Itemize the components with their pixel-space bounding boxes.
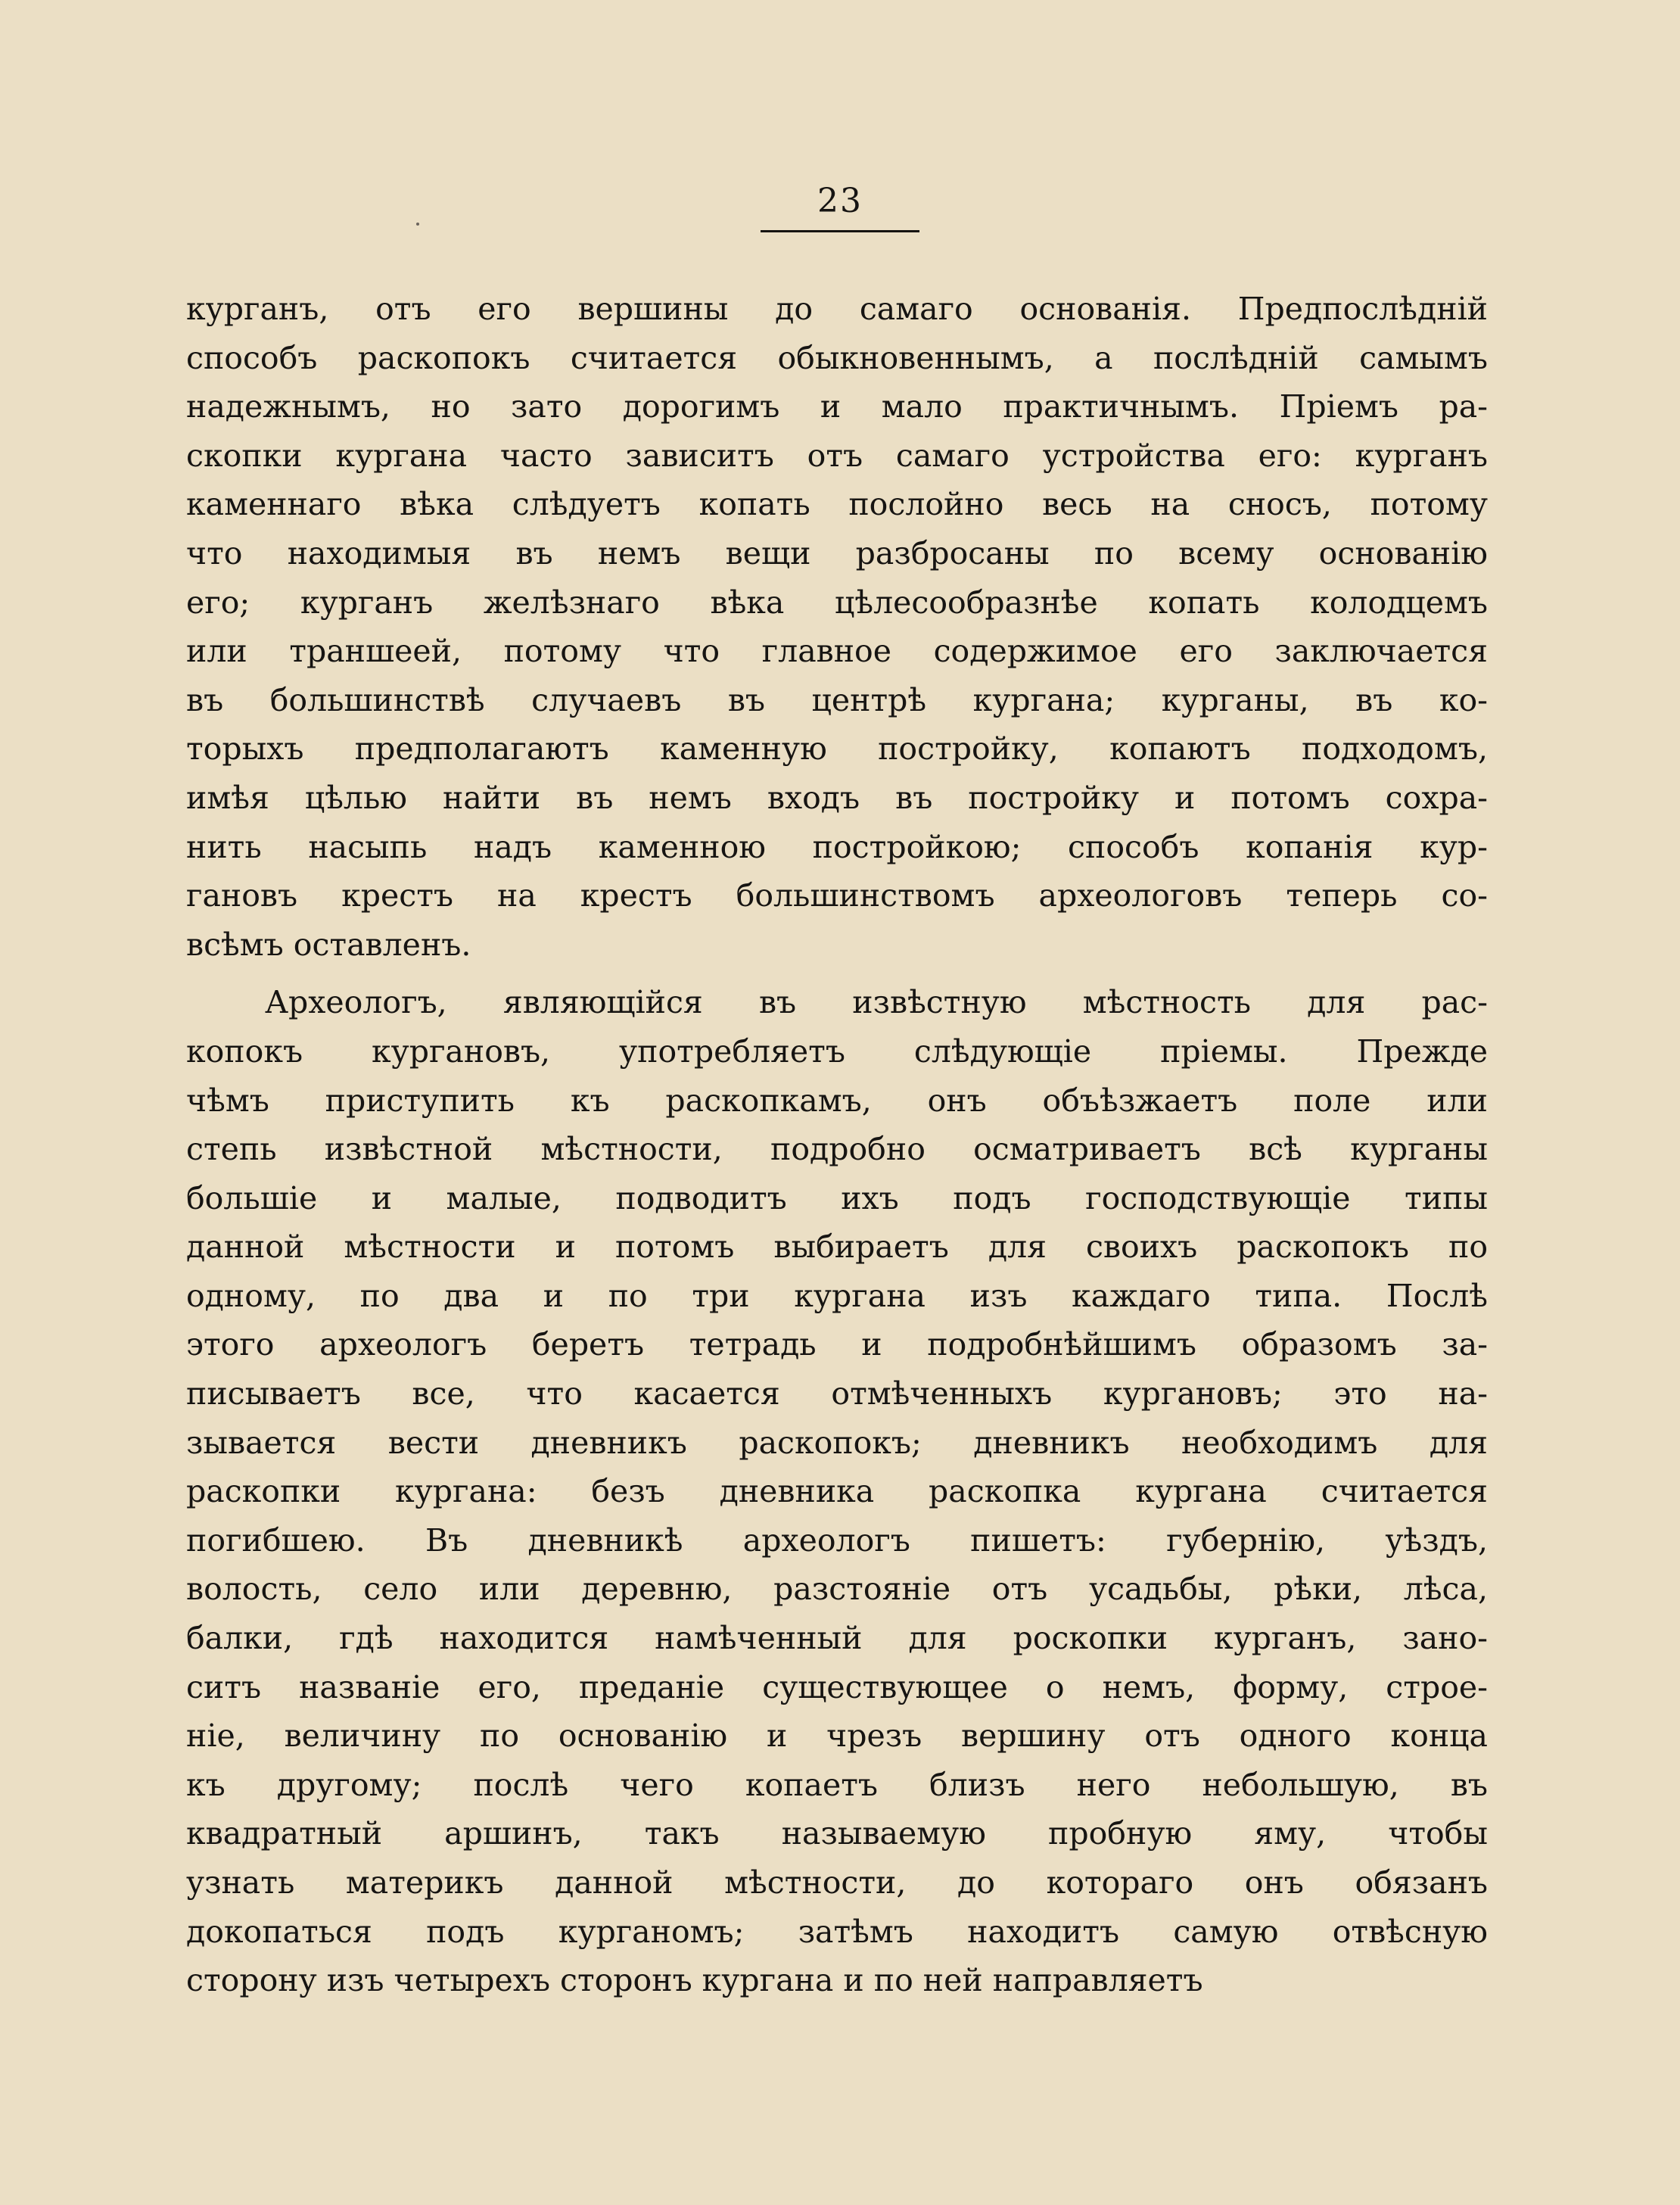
text-line: гановъ крестъ на крестъ большинствомъ археологовъ теперь со- xyxy=(186,877,1488,914)
text-line: что находимыя въ немъ вещи разбросаны по всему основанію xyxy=(186,534,1488,571)
text-line: его; курганъ желѣзнаго вѣка цѣлесообразнѣе копать колодцемъ xyxy=(186,584,1488,621)
text-line: квадратный аршинъ, такъ называемую пробную яму, чтобы xyxy=(186,1815,1488,1852)
text-line: узнать материкъ данной мѣстности, до котораго онъ обязанъ xyxy=(186,1864,1488,1901)
text-line: писываетъ все, что касается отмѣченныхъ кургановъ; это на- xyxy=(186,1375,1488,1412)
text-line: торыхъ предполагаютъ каменную постройку, копаютъ подходомъ, xyxy=(186,730,1488,768)
text-line: погибшею. Въ дневникѣ археологъ пишетъ: губернію, уѣздъ, xyxy=(186,1521,1488,1559)
text-line: имѣя цѣлью найти въ немъ входъ въ постройку и потомъ сохра- xyxy=(186,779,1488,816)
text-line: ніе, величину по основанію и чрезъ вершину отъ одного конца xyxy=(186,1718,1488,1755)
text-line: балки, гдѣ находится намѣченный для роскопки курганъ, зано- xyxy=(186,1620,1488,1657)
paragraph-1 xyxy=(186,285,1488,969)
text-line: Археологъ, являющійся въ извѣстную мѣстность для рас- xyxy=(265,984,1488,1021)
page-header xyxy=(757,182,923,232)
text-line: способъ раскопокъ считается обыкновеннымъ, а послѣдній самымъ xyxy=(186,339,1488,376)
text-line: чѣмъ приступить къ раскопкамъ, онъ объѣзжаетъ поле или xyxy=(186,1082,1488,1119)
text-line: или траншеей, потому что главное содержимое его заключается xyxy=(186,633,1488,670)
text-line: раскопки кургана: безъ дневника раскопка кургана считается xyxy=(186,1473,1488,1510)
print-speck xyxy=(416,223,419,226)
text-line: сторону изъ четырехъ сторонъ кургана и по ней направляетъ xyxy=(186,1962,1203,1999)
text-line: докопаться подъ курганомъ; затѣмъ находитъ самую отвѣсную xyxy=(186,1913,1488,1950)
text-line: въ большинствѣ случаевъ въ центрѣ кургана; курганы, въ ко- xyxy=(186,681,1488,718)
text-line: одному, по два и по три кургана изъ каждаго типа. Послѣ xyxy=(186,1277,1488,1314)
text-line: этого археологъ беретъ тетрадь и подробнѣйшимъ образомъ за- xyxy=(186,1326,1488,1363)
text-line: копокъ кургановъ, употребляетъ слѣдующіе пріемы. Прежде xyxy=(186,1032,1488,1070)
text-line: большіе и малые, подводитъ ихъ подъ господствующіе типы xyxy=(186,1179,1488,1216)
paragraph-gap xyxy=(186,969,1488,978)
paragraph-2 xyxy=(186,978,1488,2004)
body-text xyxy=(186,285,1488,2005)
text-line: скопки кургана часто зависитъ отъ самаго устройства его: курганъ xyxy=(186,437,1488,474)
text-line: волость, село или деревню, разстояніе отъ усадьбы, рѣки, лѣса, xyxy=(186,1571,1488,1608)
text-line: всѣмъ оставленъ. xyxy=(186,926,471,963)
page-number-rule xyxy=(761,230,919,232)
text-line: ситъ названіе его, преданіе существующее о немъ, форму, строе- xyxy=(186,1668,1488,1705)
text-line: курганъ, отъ его вершины до самаго основанія. Предпослѣдній xyxy=(186,291,1488,327)
text-line: степь извѣстной мѣстности, подробно осматриваетъ всѣ курганы xyxy=(186,1131,1488,1168)
text-line: зывается вести дневникъ раскопокъ; дневникъ необходимъ для xyxy=(186,1424,1488,1461)
text-line: нить насыпь надъ каменною постройкою; способъ копанія кур- xyxy=(186,828,1488,865)
text-line: надежнымъ, но зато дорогимъ и мало практичнымъ. Пріемъ ра- xyxy=(186,388,1488,425)
text-line: каменнаго вѣка слѣдуетъ копать послойно весь на сносъ, потому xyxy=(186,486,1488,523)
page-number: 23 xyxy=(817,182,863,220)
text-line: данной мѣстности и потомъ выбираетъ для своихъ раскопокъ по xyxy=(186,1229,1488,1266)
text-line: къ другому; послѣ чего копаетъ близъ него небольшую, въ xyxy=(186,1766,1488,1803)
